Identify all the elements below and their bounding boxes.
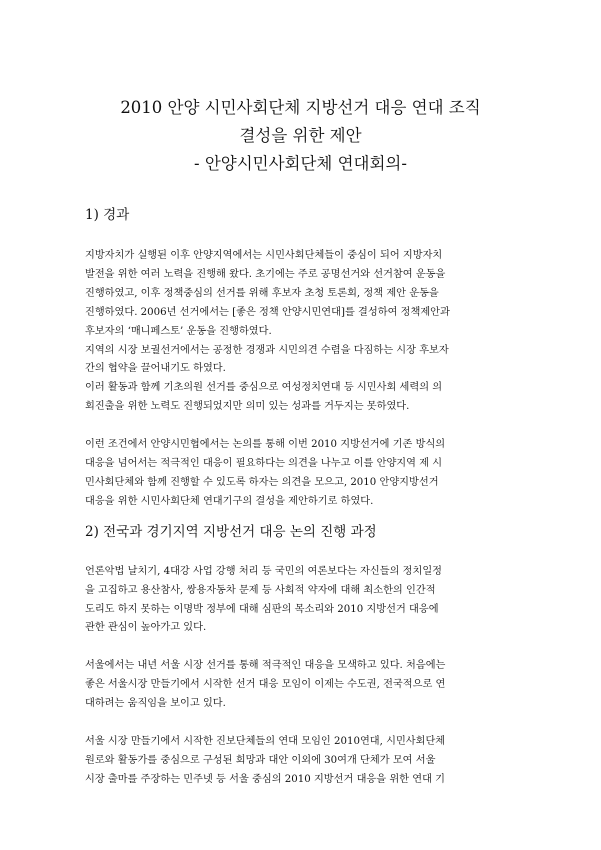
paragraph-line: 후보자의 ‘매니페스토’ 운동을 진행하였다. [85, 326, 272, 337]
paragraph-line: 간의 협약을 끌어내기도 하였다. [85, 363, 226, 374]
paragraph-line: 원로와 활동가를 중심으로 구성된 희망과 대안 이외에 30여개 단체가 모여 서울 [85, 755, 436, 766]
document-subtitle: - 안양시민사회단체 연대회의- [194, 154, 407, 173]
document-title-line-1: 2010 안양 시민사회단체 지방선거 대응 연대 조직 [120, 98, 481, 117]
paragraph-line: 서울 시장 만들기에서 시작한 진보단체들의 연대 모임인 2010연대, 시민사회단체 [85, 736, 446, 747]
paragraph-line: 대응을 위한 시민사회단체 연대기구의 결성을 제안하기로 하였다. [85, 496, 374, 507]
paragraph-line: 회진출을 위한 노력도 진행되었지만 의미 있는 성과를 거두지는 못하였다. [85, 401, 410, 412]
paragraph-line: 도리도 하지 못하는 이명박 정부에 대해 심판의 목소리와 2010 지방선거 대응에 [85, 604, 439, 615]
paragraph-line: 발전을 위한 여러 노력을 진행해 왔다. 초기에는 주로 공명선거와 선거참여 운동을 [85, 269, 446, 280]
paragraph-line: 을 고집하고 용산참사, 쌍용자동차 문제 등 사회적 약자에 대해 최소한의 인간적 [85, 585, 436, 596]
paragraph-line: 좋은 서울시장 만들기에서 시작한 선거 대응 모임이 이제는 수도권, 전국적으로 연 [85, 679, 446, 690]
paragraph-line: 진행하였다. 2006년 선거에서는 [좋은 정책 안양시민연대]를 결성하여 정책제안과 [85, 307, 450, 318]
paragraph-line: 대하려는 움직임을 보이고 있다. [85, 698, 226, 709]
section-1-heading: 1) 경과 [85, 207, 130, 223]
paragraph-line: 언론악법 날치기, 4대강 사업 강행 처리 등 국민의 여론보다는 자신들의 정치일정 [85, 566, 443, 577]
section-2-heading: 2) 전국과 경기지역 지방선거 대응 논의 진행 과정 [85, 524, 377, 540]
paragraph-line: 지역의 시장 보궐선거에서는 공정한 경쟁과 시민의견 수렴을 다짐하는 시장 후보자 [85, 345, 449, 356]
paragraph-line: 민사회단체와 함께 진행할 수 있도록 하자는 의견을 모으고, 2010 안양지방선거 [85, 477, 439, 488]
paragraph-line: 시장 출마를 주장하는 민주넷 등 서울 중심의 2010 지방선거 대응을 위한 연대 기 [85, 774, 446, 785]
paragraph-line: 대응을 넘어서는 적극적인 대응이 필요하다는 의견을 나누고 이를 안양지역 제 시 [85, 458, 443, 469]
paragraph-line: 이러 활동과 함께 기초의원 선거를 중심으로 여성정치연대 등 시민사회 세력의 의 [85, 382, 443, 393]
paragraph-line: 서울에서는 내년 서울 시장 선거를 통해 적극적인 대응을 모색하고 있다. 처음에는 [85, 660, 446, 671]
paragraph-line: 진행하였고, 이후 정책중심의 선거를 위해 후보자 초청 토론회, 정책 제안 운동을 [85, 288, 439, 299]
paragraph-line: 이런 조건에서 안양시민협에서는 논의를 통해 이번 2010 지방선거에 기존 방식의 [85, 439, 446, 450]
document-title-line-2: 결성을 위한 제안 [239, 126, 362, 145]
paragraph-line: 지방자치가 실행된 이후 안양지역에서는 시민사회단체들이 중심이 되어 지방자치 [85, 250, 443, 261]
paragraph-line: 관한 관심이 높아가고 있다. [85, 622, 207, 633]
